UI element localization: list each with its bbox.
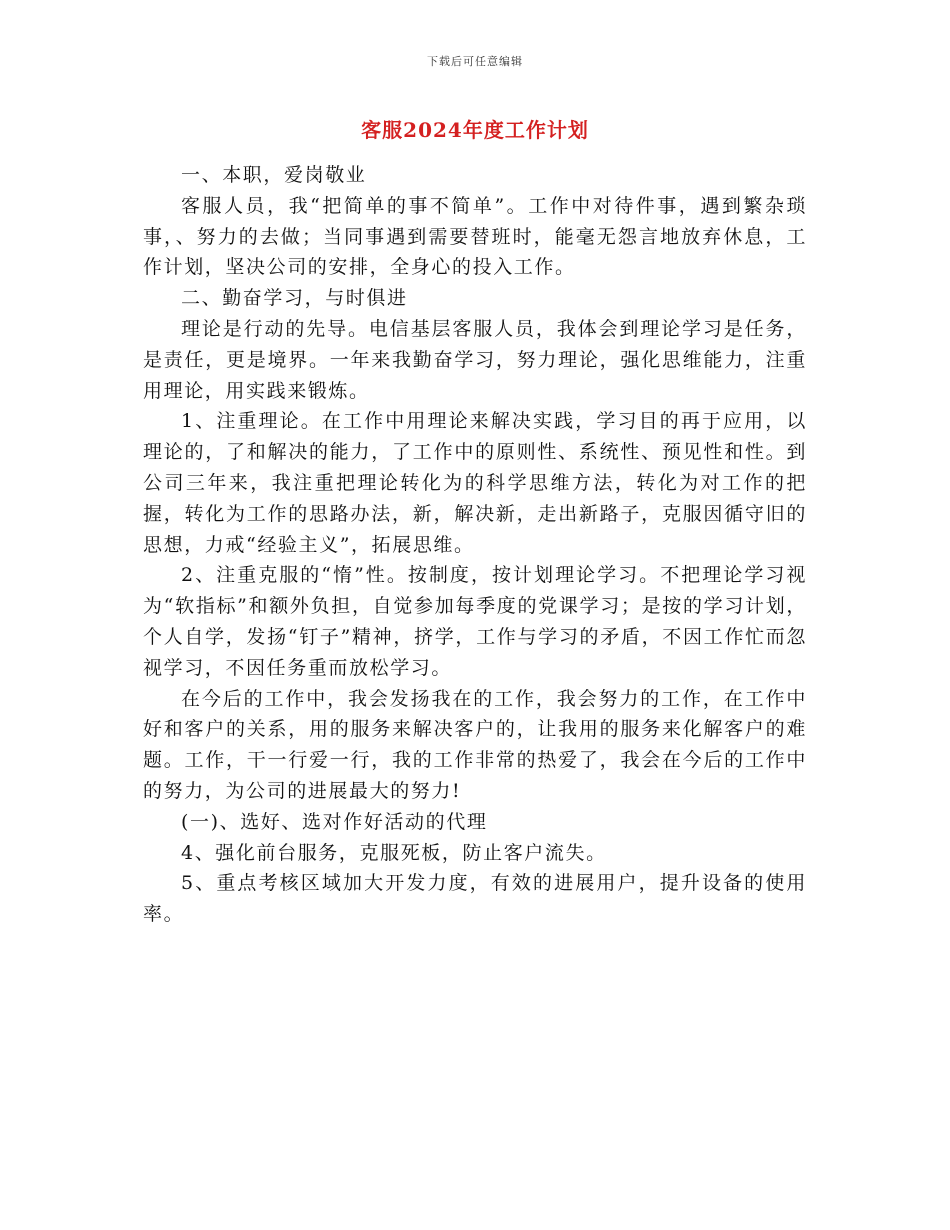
list-item: 5、重点考核区域加大开发力度，有效的进展用户，提升设备的使用率。 [143, 872, 807, 926]
paragraph: 2、注重克服的“惰”性。按制度，按计划理论学习。不把理论学习视为“软指标”和额外负担，自觉参加每季度的党课学习；是按的学习计划，个人自学，发扬“钉子”精神，挤学，工作与学习的矛盾，不因工作忙而忽视学习，不因任务重而放松学习。 [143, 564, 807, 679]
section-heading-1: 一、本职，爱岗敬业 [181, 164, 367, 186]
document-title: 客服2024年度工作计划 [361, 118, 589, 142]
paragraph: 在今后的工作中，我会发扬我在的工作，我会努力的工作，在工作中好和客户的关系，用的服务来解决客户的，让我用的服务来化解客户的难题。工作，干一行爱一行，我的工作非常的热爱了，我会在今后的工作中的努力，为公司的进展最大的努力! [143, 687, 807, 802]
paragraph: 1、注重理论。在工作中用理论来解决实践，学习目的再于应用，以理论的，了和解决的能力，了工作中的原则性、系统性、预见性和性。到公司三年来，我注重把理论转化为的科学思维方法，转化为对工作的把握，转化为工作的思路办法，新，解决新，走出新路子，克服因循守旧的思想，力戒“经验主义”，拓展思维。 [143, 410, 807, 556]
section-heading-2: 二、勤奋学习，与时俱进 [181, 287, 408, 310]
paragraph: 客服人员，我“把简单的事不简单”。工作中对待件事，遇到繁杂琐事，、努力的去做；当同事遇到需要替班时，能毫无怨言地放弃休息，工作计划，坚决公司的安排，全身心的投入工作。 [143, 194, 807, 279]
paragraph: 理论是行动的先导。电信基层客服人员，我体会到理论学习是任务，是责任，更是境界。一年来我勤奋学习，努力理论，强化思维能力，注重用理论，用实践来锻炼。 [143, 317, 807, 402]
document-body [143, 160, 807, 930]
list-item: 4、强化前台服务，克服死板，防止客户流失。 [181, 841, 607, 864]
header-note: 下载后可任意编辑 [427, 55, 523, 68]
subsection-heading: (一)、选好、选对作好活动的代理 [181, 810, 488, 833]
